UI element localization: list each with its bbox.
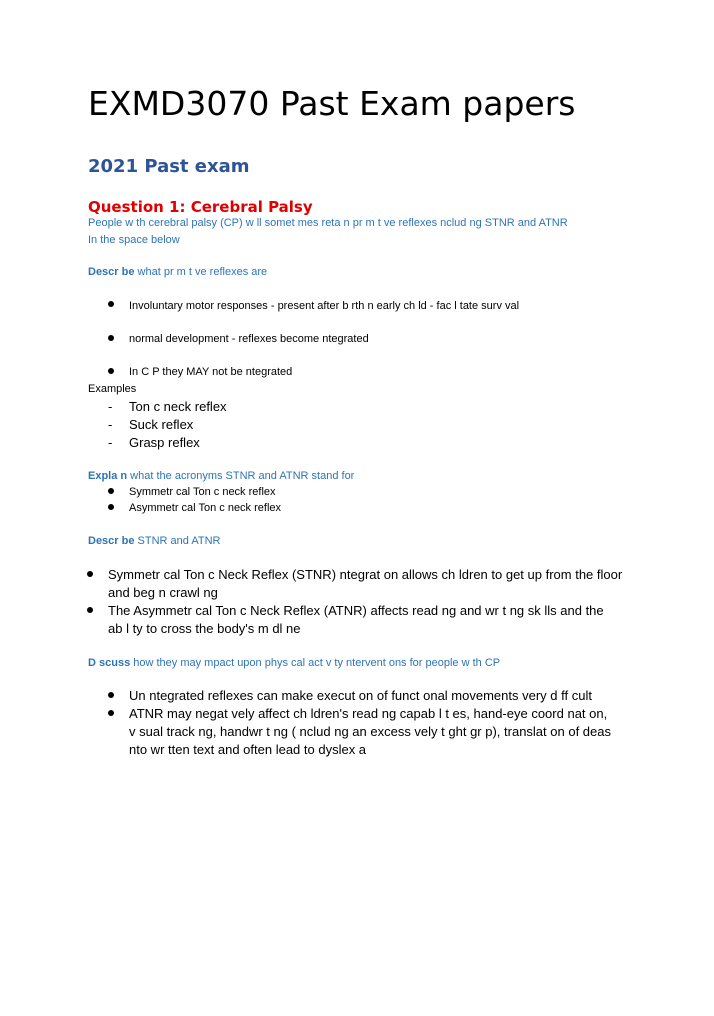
list-item: Suck reflex	[129, 417, 194, 432]
bullet-icon	[108, 368, 114, 374]
list-item: Grasp reflex	[129, 435, 200, 450]
prompt-describe-reflexes	[88, 264, 267, 280]
bullet-icon	[108, 335, 114, 341]
bullet-icon	[108, 301, 114, 307]
section-heading: 2021 Past exam	[88, 156, 250, 177]
prompt-verb: Descr be	[88, 266, 135, 278]
bullet-icon	[108, 504, 114, 510]
list-item-continued: ab l ty to cross the body's m dl ne	[108, 621, 301, 636]
prompt-describe-stnr-atnr	[88, 533, 220, 549]
prompt-text: STNR and ATNR	[134, 535, 221, 547]
dash-icon: -	[108, 399, 113, 414]
list-item: Asymmetr cal Ton c neck reflex	[129, 502, 282, 514]
prompt-verb: Descr be	[88, 535, 135, 547]
question-heading: Question 1: Cerebral Palsy	[88, 198, 313, 216]
list-item: In C P they MAY not be ntegrated	[129, 366, 293, 378]
prompt-verb: Expla n	[88, 470, 128, 482]
intro-line-1: People w th cerebral palsy (CP) w ll somet mes reta n pr m t ve reflexes nclud ng STNR and ATNR	[88, 217, 568, 229]
list-item-continued: v sual track ng, handwr t ng ( nclud ng an excess vely t ght gr p), translat on of deas	[129, 724, 611, 739]
bullet-icon	[108, 692, 114, 698]
prompt-verb: D scuss	[88, 657, 131, 669]
list-item: Symmetr cal Ton c neck reflex	[129, 486, 276, 498]
examples-label: Examples	[88, 383, 137, 395]
list-item: Ton c neck reflex	[129, 399, 227, 414]
dash-icon: -	[108, 435, 113, 450]
intro-line-2: In the space below	[88, 234, 180, 246]
list-item: Involuntary motor responses - present after b rth n early ch ld - fac l tate surv val	[129, 300, 520, 312]
list-item: normal development - reflexes become ntegrated	[129, 333, 369, 345]
list-item: ATNR may negat vely affect ch ldren's read ng capab l t es, hand-eye coord nat on,	[129, 706, 608, 721]
bullet-icon	[108, 710, 114, 716]
bullet-icon	[87, 607, 93, 613]
prompt-text: what the acronyms STNR and ATNR stand for	[127, 470, 355, 482]
bullet-icon	[87, 571, 93, 577]
prompt-text: how they may mpact upon phys cal act v ty ntervent ons for people w th CP	[130, 657, 501, 669]
bullet-icon	[108, 488, 114, 494]
list-item-continued: and beg n crawl ng	[108, 585, 218, 600]
list-item: The Asymmetr cal Ton c Neck Reflex (ATNR) affects read ng and wr t ng sk lls and the	[108, 603, 604, 618]
prompt-text: what pr m t ve reflexes are	[134, 266, 268, 278]
list-item: Un ntegrated reflexes can make execut on of funct onal movements very d ff cult	[129, 688, 592, 703]
prompt-discuss-impact	[88, 655, 500, 671]
document-title: EXMD3070 Past Exam papers	[88, 84, 576, 123]
list-item-continued: nto wr tten text and often lead to dyslex a	[129, 742, 367, 757]
list-item: Symmetr cal Ton c Neck Reflex (STNR) ntegrat on allows ch ldren to get up from the floor	[108, 567, 623, 582]
dash-icon: -	[108, 417, 113, 432]
prompt-explain-acronyms	[88, 468, 354, 484]
